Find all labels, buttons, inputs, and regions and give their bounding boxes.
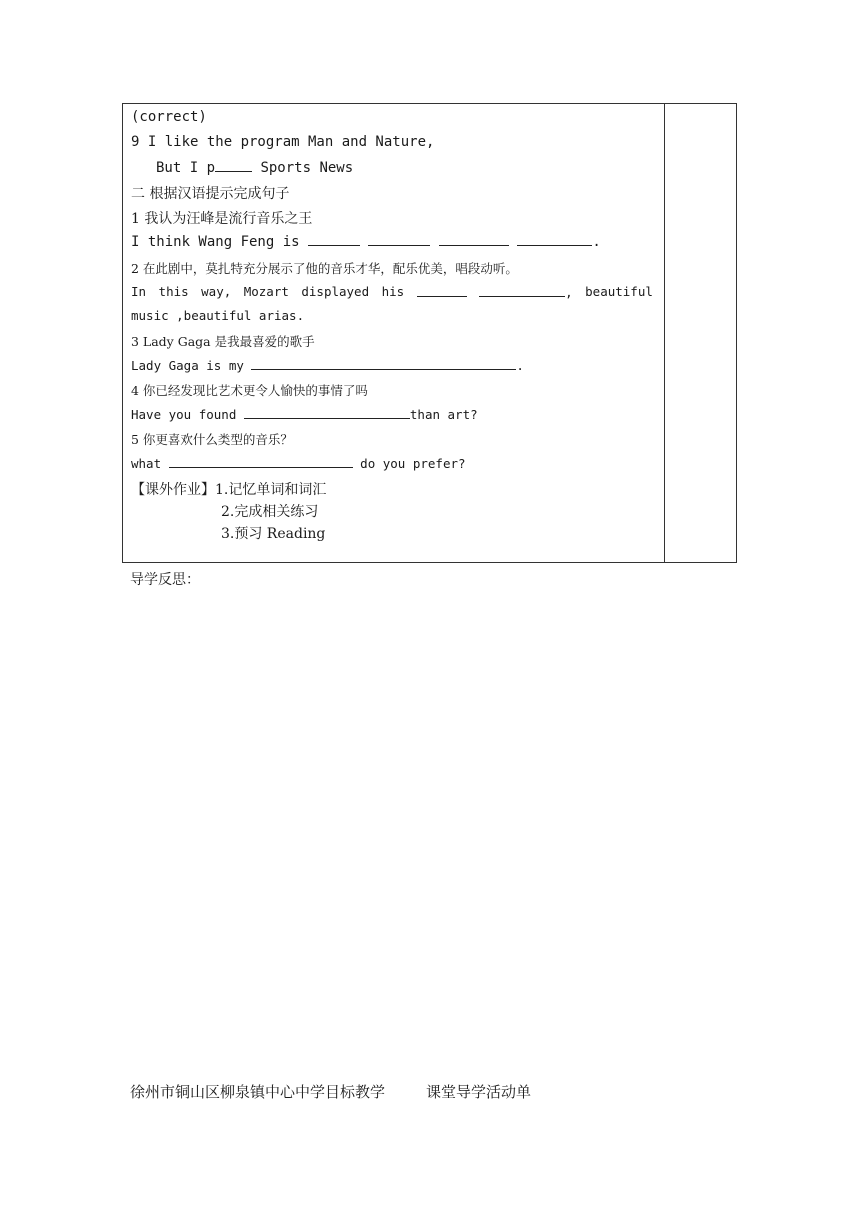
q2-word: In (131, 284, 147, 299)
q2-word: displayed (301, 284, 370, 299)
q2-word: his (381, 284, 405, 299)
q9-text-b: Sports News (252, 160, 354, 176)
q2-english-cont: music ,beautiful arias. (131, 308, 305, 323)
reflection-label: 导学反思： (130, 572, 200, 588)
q3-end: . (516, 358, 524, 373)
blank[interactable] (439, 233, 509, 246)
homework-heading (131, 479, 326, 499)
q9-line2 (156, 159, 353, 176)
q1-text: I think Wang Feng is (131, 234, 309, 250)
blank[interactable] (308, 233, 360, 246)
q4-end: than art? (409, 407, 478, 422)
q1-chinese: 1 我认为汪峰是流行音乐之王 (131, 211, 313, 227)
q3-english (131, 357, 524, 373)
footer-title: 课堂导学活动单 (426, 1083, 532, 1101)
blank[interactable] (479, 284, 565, 297)
q4-chinese: 4 你已经发现比艺术更令人愉快的事情了吗 (131, 383, 368, 398)
q5-chinese: 5 你更喜欢什么类型的音乐？ (131, 432, 293, 447)
q2-word: beautiful (585, 284, 653, 299)
content-table (122, 103, 737, 563)
blank[interactable] (251, 357, 516, 370)
homework-item-2: 2.完成相关练习 (221, 504, 319, 520)
q3-text: Lady Gaga is my (131, 358, 252, 373)
q3-chinese: 3 Lady Gaga 是我最喜爱的歌手 (131, 334, 315, 349)
q2-word: this (158, 284, 189, 299)
q2-english (131, 284, 653, 300)
q2-word: Mozart (243, 284, 289, 299)
q2-word: way, (201, 284, 232, 299)
q4-text: Have you found (131, 407, 244, 422)
homework-label: 【课外作业】 (131, 482, 215, 498)
q5-text: what (131, 456, 169, 471)
q2-chinese: 2 在此剧中，莫扎特充分展示了他的音乐才华，配乐优美，唱段动听。 (131, 261, 518, 276)
blank[interactable] (244, 406, 410, 419)
q2-comma: , (565, 285, 573, 300)
homework-item-1: 1.记忆单词和词汇 (215, 482, 327, 498)
blank[interactable] (215, 159, 252, 172)
q5-end: do you prefer? (352, 456, 466, 471)
q9-line1: 9 I like the program Man and Nature, (131, 134, 435, 150)
q5-english (131, 455, 466, 471)
line-correct: (correct) (131, 109, 207, 125)
q9-text-a: But I p (156, 160, 216, 176)
q1-english (131, 233, 601, 250)
blank[interactable] (417, 284, 467, 297)
blank[interactable] (368, 233, 430, 246)
column-divider (664, 104, 665, 562)
section-2-heading: 二 根据汉语提示完成句子 (131, 186, 290, 202)
blank[interactable] (517, 233, 592, 246)
homework-item-3: 3.预习 Reading (221, 526, 326, 542)
q1-end: . (592, 234, 601, 250)
blank[interactable] (169, 455, 353, 468)
q4-english (131, 406, 478, 422)
footer-school: 徐州市铜山区柳泉镇中心中学目标教学 (130, 1083, 386, 1101)
